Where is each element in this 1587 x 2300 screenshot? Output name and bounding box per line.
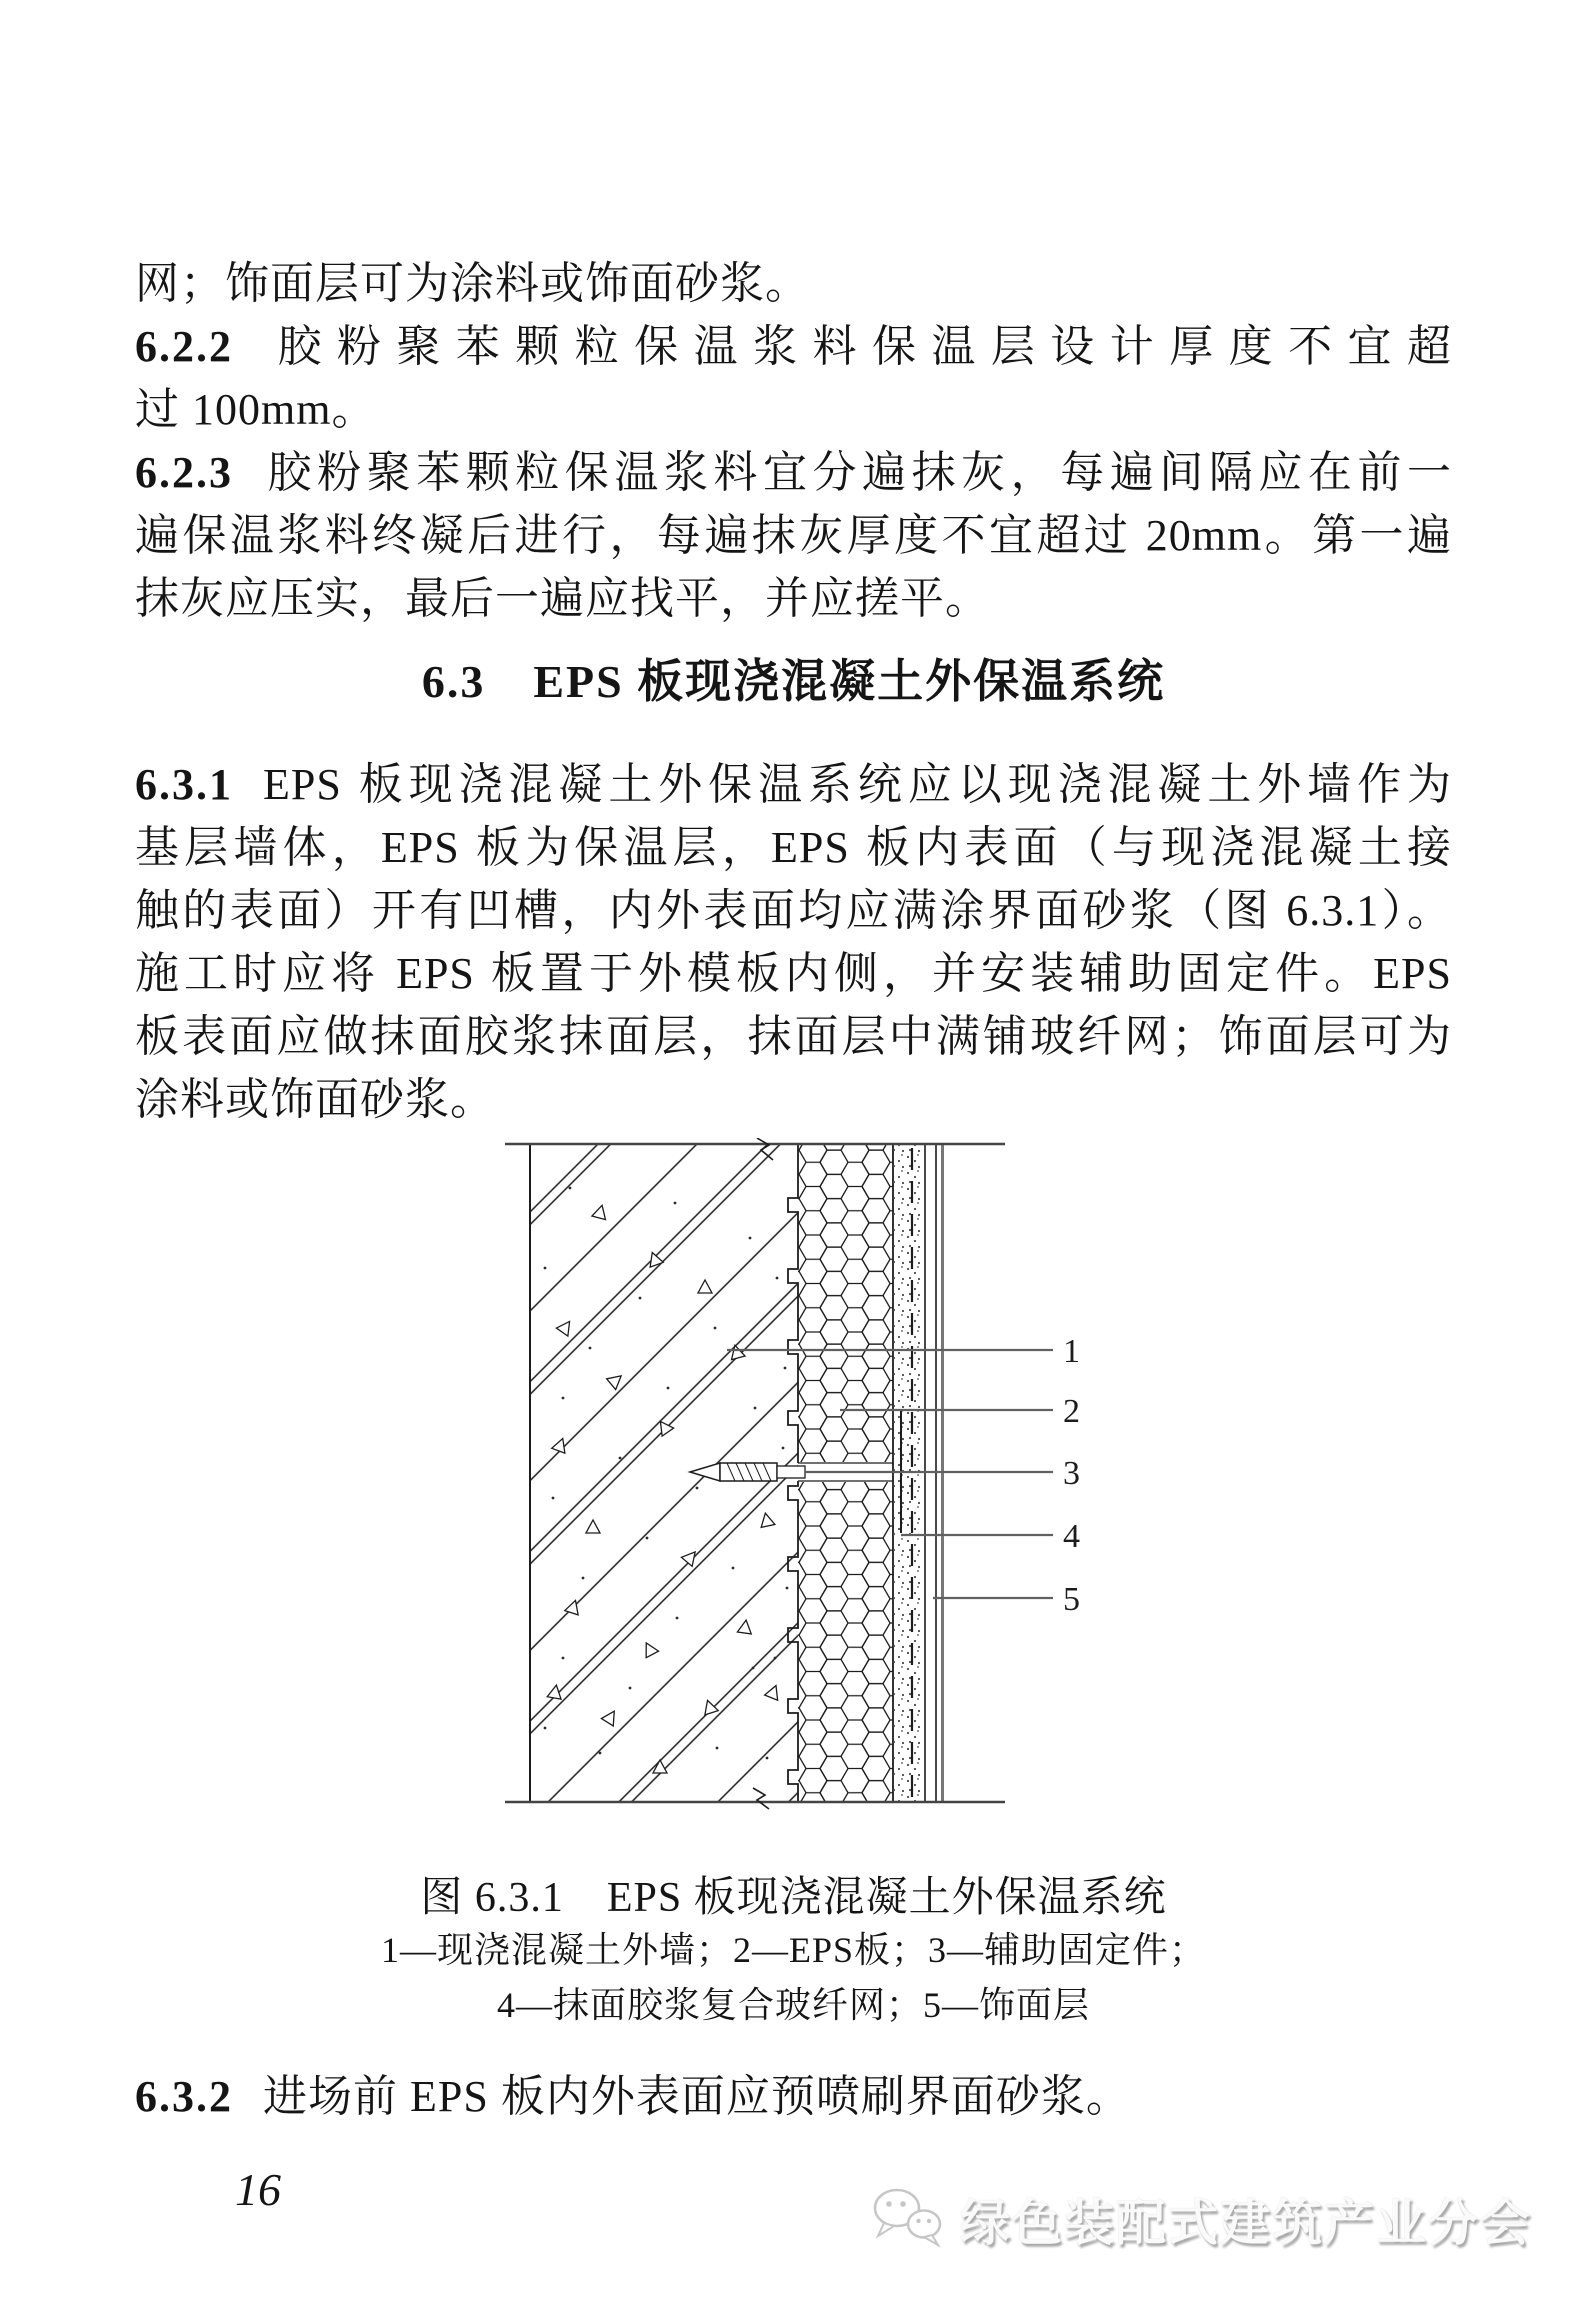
page-number: 16 <box>235 2164 281 2215</box>
figure-label-1: 1 <box>1063 1333 1080 1370</box>
figure-legend-line-1: 1—现浇混凝土外墙；2—EPS板；3—辅助固定件； <box>380 1930 1207 1970</box>
figure-label-2: 2 <box>1063 1393 1080 1430</box>
body-line: 触的表面）开有凹槽，内外表面均应满涂界面砂浆（图 6.3.1）。 <box>135 886 1452 935</box>
figure-labels <box>1063 1333 1080 1618</box>
body-line: 遍保温浆料终凝后进行，每遍抹灰厚度不宜超过 20mm。第一遍 <box>135 511 1452 560</box>
clause-number: 6.3.2 <box>135 2072 233 2121</box>
figure-label-3: 3 <box>1063 1455 1080 1492</box>
figure-label-4: 4 <box>1063 1518 1080 1555</box>
clause-number: 6.2.3 <box>135 448 233 497</box>
body-line: 抹灰应压实，最后一遍应找平，并应搓平。 <box>135 574 990 623</box>
watermark-text: 绿色装配式建筑产业分会 <box>960 2195 1532 2251</box>
body-line-6-3-2: 6.3.2 进场前 EPS 板内外表面应预喷刷界面砂浆。 <box>135 2072 1131 2121</box>
figure-legend-line-2: 4—抹面胶浆复合玻纤网；5—饰面层 <box>496 1985 1090 2025</box>
body-line: 板表面应做抹面胶浆抹面层，抹面层中满铺玻纤网；饰面层可为 <box>135 1012 1452 1061</box>
body-line: 网；饰面层可为涂料或饰面砂浆。 <box>135 259 810 308</box>
body-line-6-2-3: 6.2.3 胶粉聚苯颗粒保温浆料宜分遍抹灰，每遍间隔应在前一 <box>135 448 1452 497</box>
body-line: 涂料或饰面砂浆。 <box>135 1075 495 1124</box>
clause-number: 6.2.2 <box>135 322 233 371</box>
section-heading-6-3: 6.3 EPS 板现浇混凝土外保温系统 <box>421 656 1166 707</box>
body-line: 基层墙体，EPS 板为保温层，EPS 板内表面（与现浇混凝土接 <box>135 823 1452 872</box>
body-line-6-2-2: 6.2.2 胶粉聚苯颗粒保温浆料保温层设计厚度不宜超 <box>135 322 1452 371</box>
clause-number: 6.3.1 <box>135 760 233 809</box>
figure-6-3-1 <box>505 1138 1452 1810</box>
figure-caption: 图 6.3.1 EPS 板现浇混凝土外保温系统 <box>420 1875 1167 1921</box>
body-line: 施工时应将 EPS 板置于外模板内侧，并安装辅助固定件。EPS <box>135 949 1452 998</box>
body-line: 过 100mm。 <box>135 385 377 434</box>
watermark <box>870 2183 1532 2255</box>
wechat-icon <box>870 2184 948 2255</box>
body-line-6-3-1: 6.3.1 EPS 板现浇混凝土外保温系统应以现浇混凝土外墙作为 <box>135 760 1452 809</box>
wall-section-diagram <box>505 1138 1095 1810</box>
figure-label-5: 5 <box>1063 1581 1080 1618</box>
page-body <box>135 252 1452 2221</box>
